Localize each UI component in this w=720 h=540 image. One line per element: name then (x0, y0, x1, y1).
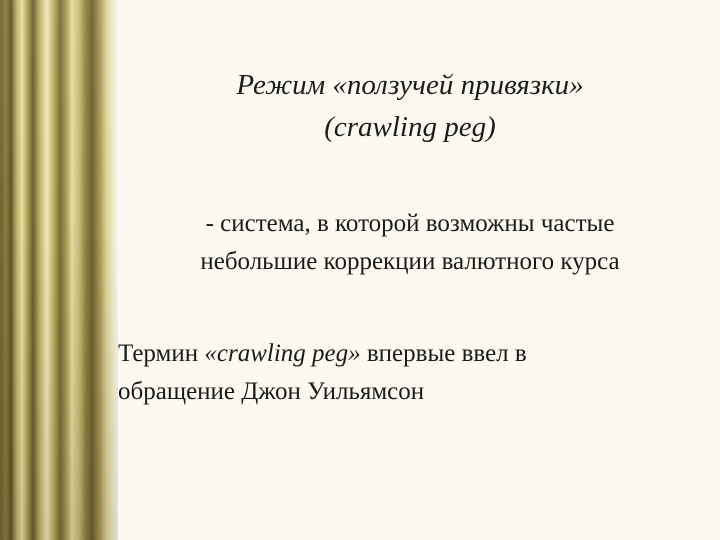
term-origin-note (118, 335, 678, 411)
definition-line-1: - система, в которой возможны частые (205, 210, 615, 237)
title-line-1: Режим «ползучей привязки» (236, 69, 584, 101)
note-middle: впервые ввел в (360, 340, 527, 367)
title-line-2: (crawling peg) (324, 111, 496, 143)
slide-title (130, 64, 690, 148)
note-prefix: Термин (118, 340, 205, 367)
curtain-shade (0, 0, 118, 540)
note-line-1 (118, 335, 678, 373)
note-term: «crawling peg» (204, 340, 361, 367)
definition-line-2: небольшие коррекции валютного курса (200, 248, 620, 275)
definition-text (118, 205, 702, 281)
note-line-2: обращение Джон Уильямсон (118, 378, 425, 405)
